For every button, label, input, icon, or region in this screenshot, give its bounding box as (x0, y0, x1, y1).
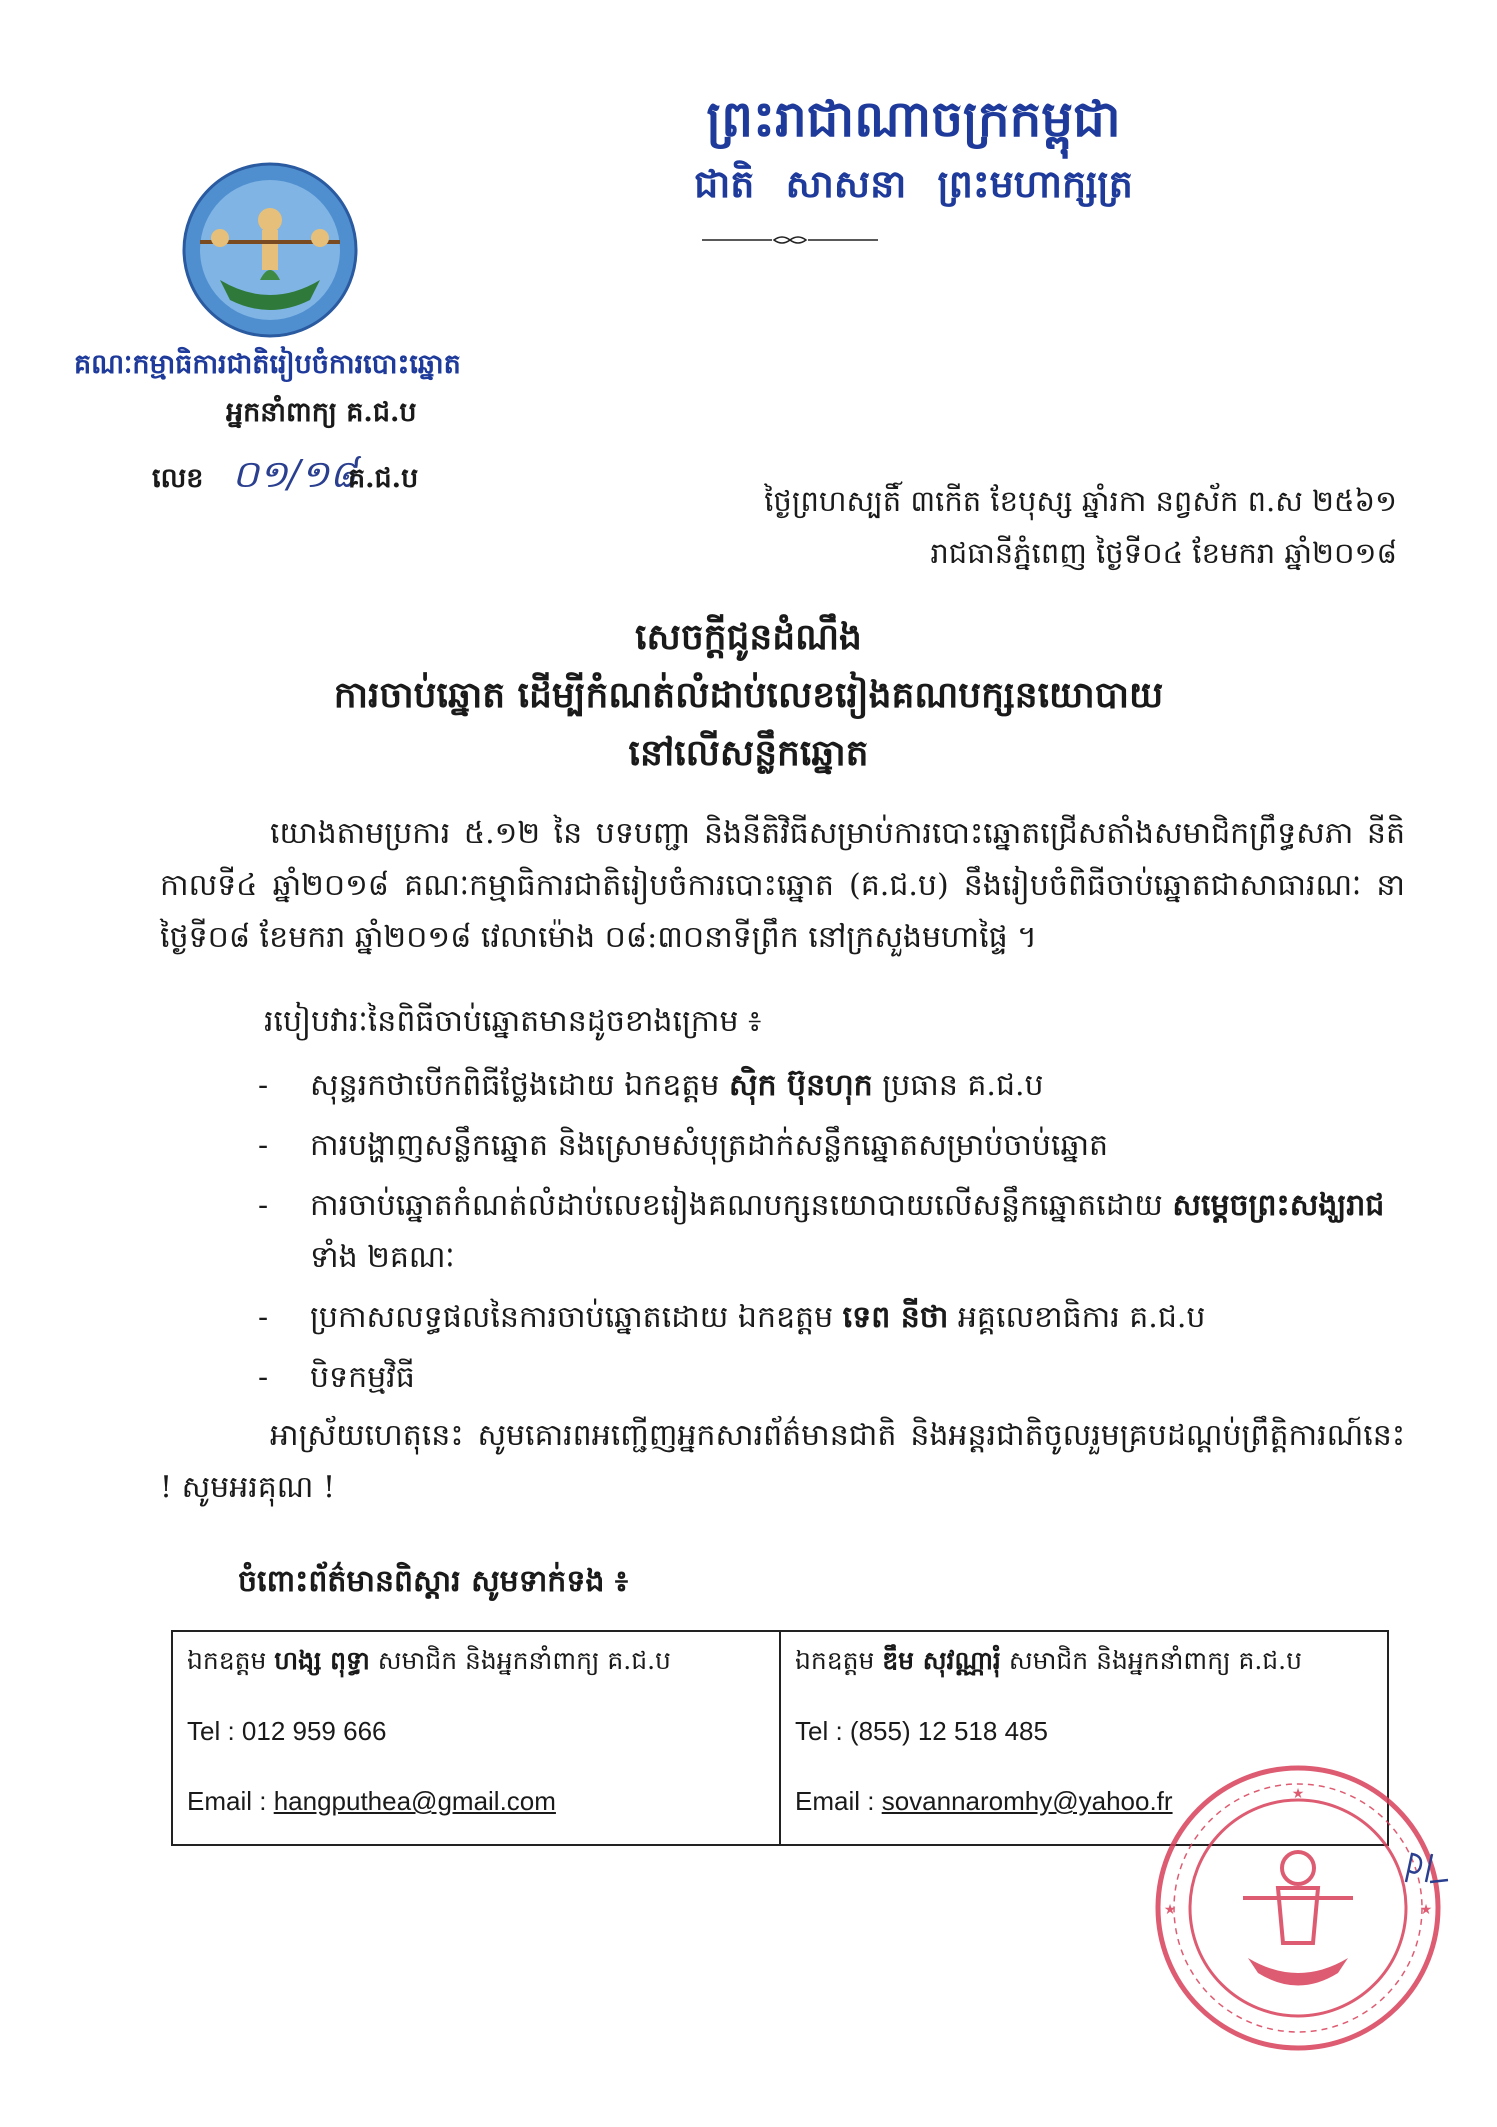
reference-suffix: គ.ជ.ប (348, 463, 419, 494)
contact-name: ឯកឧត្តម ឌឹម សុវណ្ណារុំ សមាជិក និងអ្នកនាំពាក្យ គ.ជ.ប (795, 1646, 1302, 1675)
organization-name: គណៈកម្មាធិការជាតិរៀបចំការបោះឆ្នោត (74, 349, 461, 380)
closing-paragraph: អាស្រ័យហេតុនេះ សូមគោរពអញ្ជើញអ្នកសារព័ត៌មានជាតិ និងអន្តរជាតិចូលរួមគ្របដណ្តប់ព្រឹត្តិការណ៍នេះ ! សូមអរគុណ ! (160, 1418, 1405, 1505)
svg-text:★: ★ (1291, 1786, 1305, 1802)
spokesperson-label: អ្នកនាំពាក្យ គ.ជ.ប (226, 397, 417, 428)
contact-phone: Tel : (855) 12 518 485 (795, 1716, 1048, 1746)
official-seal-icon (1148, 1758, 1448, 2058)
document-subtitle-line2: នៅលើសន្លឹកឆ្នោត (628, 732, 869, 774)
agenda-item: - ការបង្ហាញសន្លឹកឆ្នោត និងស្រោមសំបុត្រដាក់សន្លឹកឆ្នោតសម្រាប់ចាប់ឆ្នោត (258, 1128, 1109, 1163)
agenda-intro: របៀបវារៈនៃពិធីចាប់ឆ្នោតមានដូចខាងក្រោម ៖ (264, 1004, 762, 1039)
kingdom-title: ព្រះរាជាណាចក្រកម្ពុជា (706, 89, 1121, 148)
svg-text:★: ★ (1163, 1902, 1177, 1918)
kingdom-motto: ជាតិ សាសនា ព្រះមហាក្សត្រ (694, 161, 1133, 206)
agenda-list (258, 1060, 1408, 1412)
agenda-item: - ការចាប់ឆ្នោតកំណត់លំដាប់លេខរៀងគណបក្សនយោបាយលើសន្លឹកឆ្នោតដោយ សម្តេចព្រះសង្ឃរាជ ទាំង ២គណៈ (258, 1188, 1385, 1275)
contact-phone: Tel : 012 959 666 (187, 1716, 387, 1746)
solar-date: រាជធានីភ្នំពេញ ថ្ងៃទី០៤ ខែមករា ឆ្នាំ២០១៨ (930, 536, 1397, 570)
ornament-divider (702, 234, 878, 246)
contact-name: ឯកឧត្តម ហង្ស ពុទ្ធា សមាជិក និងអ្នកនាំពាក្យ គ.ជ.ប (187, 1646, 671, 1675)
agenda-item: - បិទកម្មវិធី (258, 1360, 415, 1395)
contact-cell (173, 1632, 779, 1844)
svg-text:★: ★ (1419, 1902, 1433, 1918)
contact-intro: ចំពោះព័ត៌មានពិស្តារ សូមទាក់ទង ៖ (238, 1564, 629, 1599)
reference-label: លេខ (152, 463, 204, 494)
email-link[interactable]: sovannaromhy@yahoo.fr (881, 1786, 1173, 1816)
agenda-item: - សុន្ទរកថាបើកពិធីថ្លែងដោយ ឯកឧត្តម ស៊ិក ប៊ុនហុក ប្រធាន គ.ជ.ប (258, 1068, 1044, 1103)
document-subtitle: ការចាប់ឆ្នោត ដើម្បីកំណត់លំដាប់លេខរៀងគណបក្សនយោបាយ (333, 674, 1164, 716)
agenda-item: - ប្រកាសលទ្ធផលនៃការចាប់ឆ្នោតដោយ ឯកឧត្តម ទេព នីថា អគ្គលេខាធិការ គ.ជ.ប (258, 1300, 1206, 1335)
reference-number: ០១/១៨ (232, 452, 357, 496)
intro-paragraph: យោងតាមប្រការ ៥.១២ នៃ បទបញ្ជា និងនីតិវិធីសម្រាប់ការបោះឆ្នោតជ្រើសតាំងសមាជិកព្រឹទ្ធសភា នីតិកាលទី៤ ឆ្នាំ២០១៨ គណៈកម្មាធិការជាតិរៀបចំការបោះឆ្នោត (គ.ជ.ប) នឹងរៀបចំពិធីចាប់ឆ្នោតជាសាធារណៈ នាថ្ងៃទី០៨ ខែមករា ឆ្នាំ២០១៨ វេលាម៉ោង ០៨:៣០នាទីព្រឹក នៅក្រសួងមហាផ្ទៃ ។ (160, 816, 1405, 955)
lunar-date: ថ្ងៃព្រហស្បតិ៍ ៣កើត ខែបុស្ស ឆ្នាំរកា នព្វស័ក ព.ស ២៥៦១ (764, 484, 1397, 518)
email-link[interactable]: hangputhea@gmail.com (273, 1786, 556, 1816)
contact-email-row: Email : hangputhea@gmail.com (187, 1786, 556, 1816)
handwritten-initials (1400, 1848, 1460, 1888)
document-title: សេចក្តីជូនដំណឹង (635, 616, 862, 658)
nec-emblem-icon (180, 160, 360, 340)
contact-email-row: Email : sovannaromhy@yahoo.fr (795, 1786, 1173, 1816)
